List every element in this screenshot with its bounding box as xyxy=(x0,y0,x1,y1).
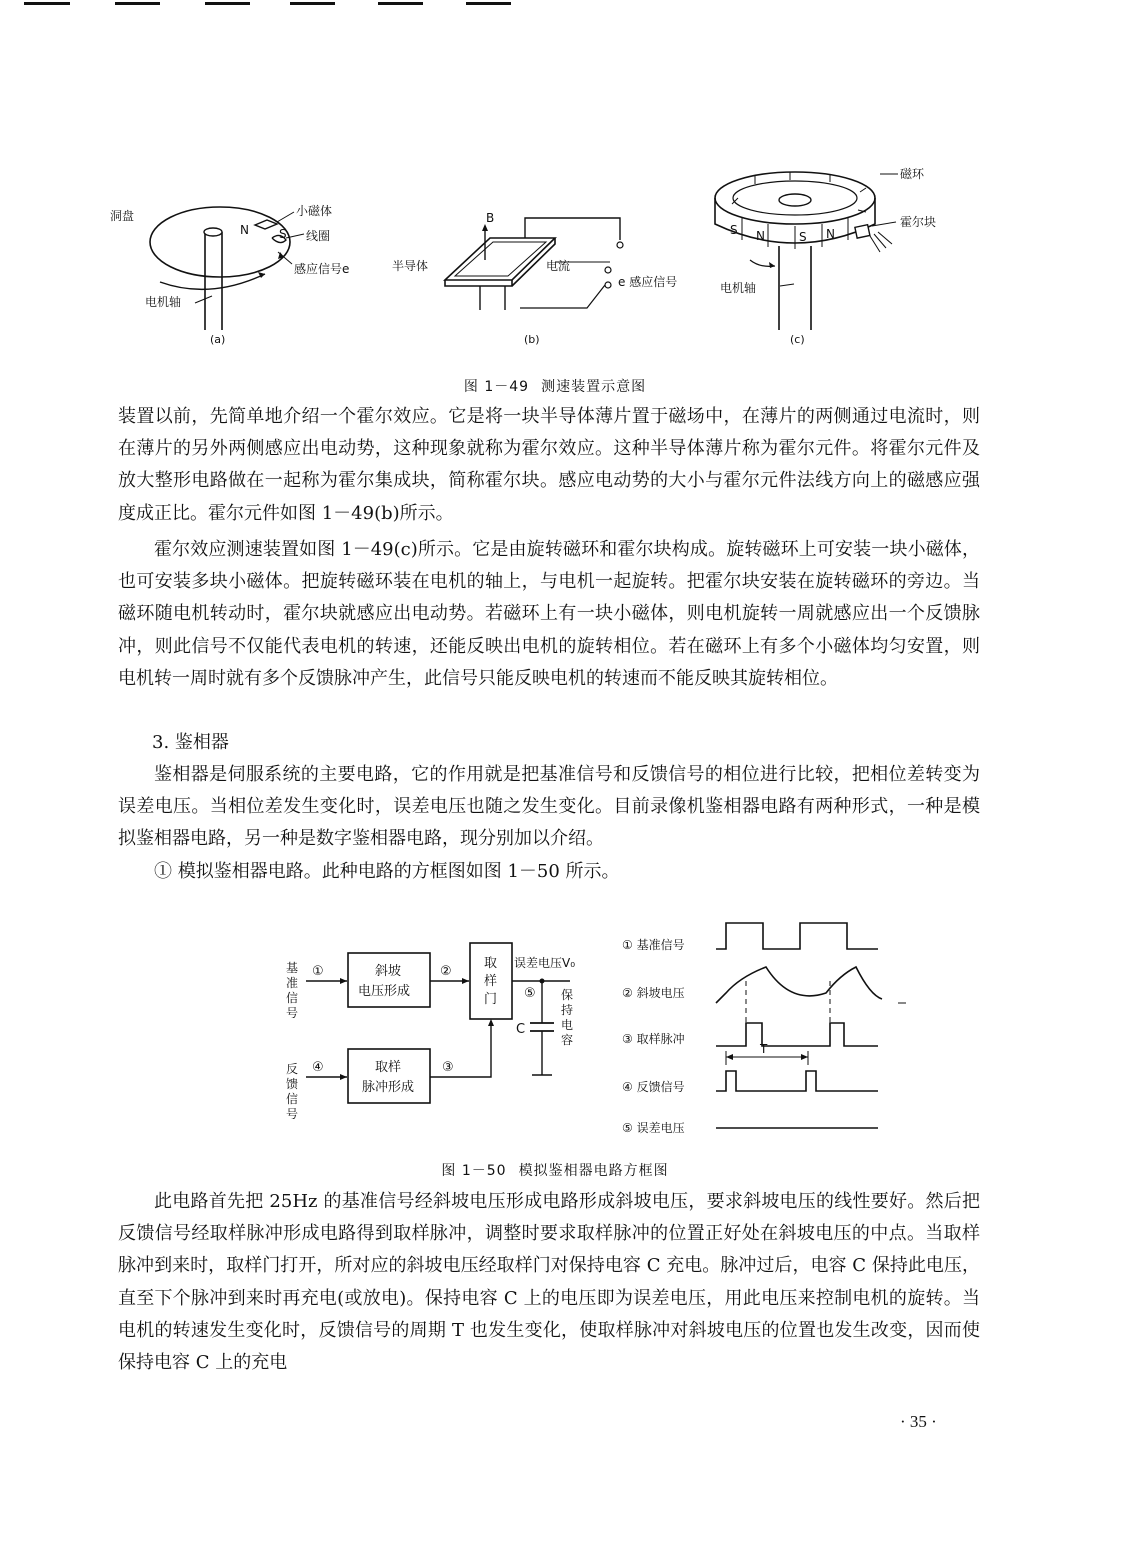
caption-number: 图 1－49 xyxy=(463,379,530,395)
error-output-label: 误差电压V₀ xyxy=(514,956,576,970)
panel-c-label: (c) xyxy=(790,333,805,346)
panel-a-label: (a) xyxy=(210,333,226,346)
wave-label-5: ⑤ 误差电压 xyxy=(622,1121,685,1135)
pole-c-4: N xyxy=(826,227,835,241)
pole-s-label: S xyxy=(279,227,287,241)
panel-a xyxy=(110,203,349,346)
wave-sample-pulse xyxy=(716,1023,878,1046)
disk-label: 洞盘 xyxy=(110,209,135,223)
panel-b xyxy=(392,211,677,346)
coil-label: 线圈 xyxy=(306,229,331,243)
figure-1-50-caption xyxy=(0,1160,1122,1180)
num-2: ② xyxy=(440,964,452,979)
panel-c xyxy=(715,167,936,346)
wave-reference xyxy=(716,923,878,949)
panel-b-label: (b) xyxy=(524,333,540,346)
caption-title: 测速装置示意图 xyxy=(541,379,647,395)
ring-label: 磁环 xyxy=(900,167,925,181)
pulse-block-line1: 取样 xyxy=(375,1060,402,1075)
pole-c-1: S xyxy=(730,223,738,237)
num-5: ⑤ xyxy=(524,986,536,1001)
caption-number-2: 图 1－50 xyxy=(441,1163,507,1179)
pole-c-3: S xyxy=(799,230,807,244)
block-diagram xyxy=(286,943,577,1121)
ramp-block-line1: 斜坡 xyxy=(375,964,402,979)
figure-1-50 xyxy=(270,915,910,1140)
waveforms xyxy=(622,923,906,1135)
period-label: T xyxy=(760,1042,768,1056)
paragraph-analog-circuit: 此电路首先把 25Hz 的基准信号经斜坡电压形成电路形成斜坡电压，要求斜坡电压的线性要好。然后把反馈信号经取样脉冲形成电路得到取样脉冲，调整时要求取样脉冲的位置正好处在斜坡电压的中点。当取样脉冲到来时，取样门打开，所对应的斜坡电压经取样门对保持电容 C 充电。脉冲过后，电容 C 保持此电压，直至下个脉冲到来时再充电(或放电)。保持电容 C 上的电压即为误差电压，用此电压来控制电机的旋转。当电机的转速发生变化时，反馈信号的周期 T 也发生变化，使取样脉冲对斜坡电压的位置也发生改变，因而使保持电容 C 上的充电 xyxy=(118,1191,980,1374)
shaft-c-label: 电机轴 xyxy=(720,281,757,295)
gate-line1: 取 xyxy=(484,956,498,971)
paragraph-hall-effect: 装置以前，先简单地介绍一个霍尔效应。它是将一块半导体薄片置于磁场中，在薄片的两侧通过电流时，则在薄片的另外两侧感应出电动势，这种现象就称为霍尔效应。这种半导体薄片称为霍尔元件。将霍尔元件及放大整形电路做在一起称为霍尔集成块，简称霍尔块。感应电动势的大小与霍尔元件法线方向上的磁感应强度成正比。霍尔元件如图 1－49(b)所示。 xyxy=(118,406,980,524)
signal-label: 感应信号e xyxy=(294,262,350,276)
cap-label: C xyxy=(516,1022,526,1037)
hall-label: 霍尔块 xyxy=(900,215,937,229)
pole-c-2: N xyxy=(756,229,765,243)
ramp-block-line2: 电压形成 xyxy=(358,984,411,999)
wave-label-3: ③ 取样脉冲 xyxy=(622,1032,685,1046)
paragraph-hall-speed-device: 霍尔效应测速装置如图 1－49(c)所示。它是由旋转磁环和霍尔块构成。旋转磁环上可安装一块小磁体，也可安装多块小磁体。把旋转磁环装在电机的轴上，与电机一起旋转。把霍尔块安装在旋转磁环的旁边。当磁环随电机转动时，霍尔块就感应出电动势。若磁环上有一块小磁体，则电机旋转一周就感应出一个反馈脉冲，则此信号不仅能代表电机的转速，还能反映出电机的旋转相位。若在磁环上有多个小磁体均匀安置，则电机转一周时就有多个反馈脉冲产生，此信号只能反映电机的转速而不能反映其旋转相位。 xyxy=(118,539,980,689)
num-1: ① xyxy=(312,964,324,979)
wave-label-4: ④ 反馈信号 xyxy=(622,1080,685,1094)
shaft-label: 电机轴 xyxy=(145,295,182,309)
wave-label-1: ① 基准信号 xyxy=(622,938,685,952)
ref-input-label: 基 准 信 号 xyxy=(286,961,299,1020)
gate-line2: 样 xyxy=(484,974,498,989)
pole-n-label: N xyxy=(240,223,249,237)
cap-name: 保 持 电 容 xyxy=(561,988,574,1047)
signal-b-label: e 感应信号 xyxy=(618,275,678,289)
wave-ramp xyxy=(716,967,882,1003)
current-label: 电流 xyxy=(546,259,571,273)
fb-input-label: 反 馈 信 号 xyxy=(286,1062,299,1121)
gate-line3: 门 xyxy=(484,992,498,1007)
num-4: ④ xyxy=(312,1060,324,1075)
wave-feedback xyxy=(716,1071,878,1091)
paragraph-analog-intro: ① 模拟鉴相器电路。此种电路的方框图如图 1－50 所示。 xyxy=(154,861,620,882)
figure-1-49-caption xyxy=(0,376,1122,396)
figure-1-49 xyxy=(100,160,1000,355)
num-3: ③ xyxy=(442,1060,454,1075)
field-label: B xyxy=(486,211,495,225)
semiconductor-label: 半导体 xyxy=(392,259,429,273)
pulse-block-line2: 脉冲形成 xyxy=(362,1080,415,1095)
magnet-label: 小磁体 xyxy=(296,204,333,218)
caption-title-2: 模拟鉴相器电路方框图 xyxy=(518,1163,669,1179)
page-number: · 35 · xyxy=(900,1412,937,1431)
paragraph-phase-detector: 鉴相器是伺服系统的主要电路，它的作用就是把基准信号和反馈信号的相位进行比较，把相位差转变为误差电压。当相位差发生变化时，误差电压也随之发生变化。目前录像机鉴相器电路有两种形式，一种是模拟鉴相器电路，另一种是数字鉴相器电路，现分别加以介绍。 xyxy=(118,764,980,850)
top-edge-rules xyxy=(0,0,1122,6)
section-heading: 3. 鉴相器 xyxy=(152,732,229,753)
wave-label-2: ② 斜坡电压 xyxy=(622,986,685,1000)
